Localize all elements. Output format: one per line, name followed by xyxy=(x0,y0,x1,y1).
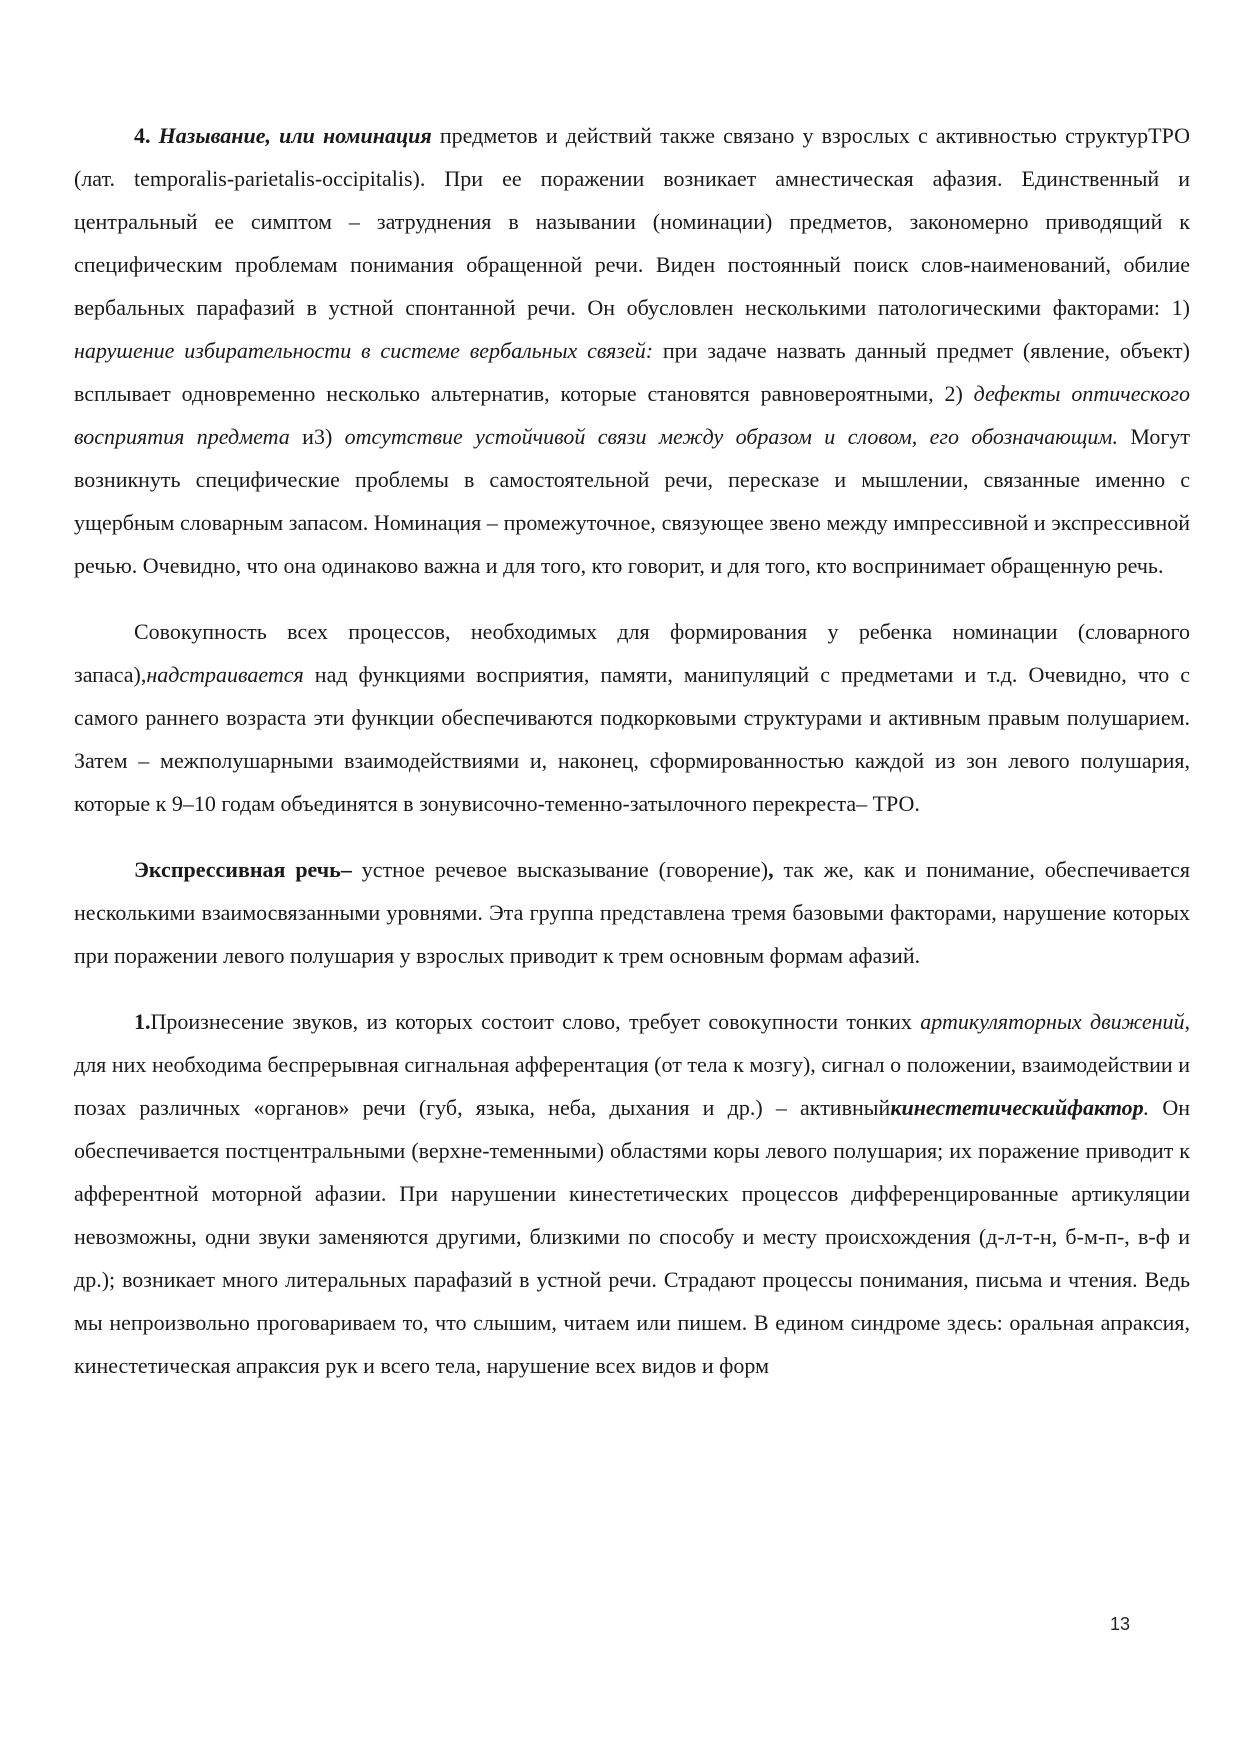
paragraph-expressive-seg-1: устное речевое высказывание (говорение) xyxy=(351,857,769,882)
paragraph-articulation-seg-3: , для них необходима беспрерывная сигнальная афферентация (от тела к мозгу), сигнал о положении, взаимодействии и позах различных «органов» речи (губ, языка, неба, дыхания и др.) – активный xyxy=(74,1009,1190,1120)
paragraph-naming-seg-7: отсутствие устойчивой связи между образом и словом, его обозначающим. xyxy=(344,424,1118,449)
paragraph-vocabulary-seg-0: Совокупность всех процессов, необходимых для формирования у ребенка номинации (словарного запаса), xyxy=(74,619,1190,687)
paragraph-articulation xyxy=(74,1000,1190,1387)
paragraph-naming-seg-5: дефекты оптического восприятия предмета xyxy=(74,381,1190,449)
paragraph-expressive-speech xyxy=(74,848,1190,977)
paragraph-vocabulary-seg-1: надстраивается xyxy=(146,662,304,687)
paragraph-vocabulary-seg-2: над функциями восприятия, памяти, манипуляций с предметами и т.д. Очевидно, что с самого раннего возраста эти функции обеспечиваются подкорковыми структурами и активным правым полушарием. Затем – межполушарными взаимодействиями и, наконец, сформированностью каждой из зон левого полушария, которые к 9–10 годам объединятся в зонувисочно-теменно-затылочного перекреста– ТРО. xyxy=(74,662,1190,816)
paragraph-naming-seg-6: и3) xyxy=(289,424,345,449)
paragraph-vocabulary xyxy=(74,610,1190,825)
paragraph-articulation-seg-5: . xyxy=(1143,1095,1150,1120)
paragraph-articulation-seg-4: кинестетическийфактор xyxy=(890,1095,1144,1120)
page-body xyxy=(74,114,1190,1387)
paragraph-expressive-seg-2: , xyxy=(768,857,774,882)
paragraph-articulation-seg-0: 1. xyxy=(134,1009,151,1034)
paragraph-naming xyxy=(74,114,1190,587)
page-number: 13 xyxy=(1109,1614,1130,1634)
paragraph-articulation-seg-2: артикуляторных движений xyxy=(920,1009,1185,1034)
paragraph-naming-seg-4: при задаче назвать данный предмет (явление, объект) всплывает одновременно несколько альтернатив, которые становятся равновероятными, 2) xyxy=(74,338,1190,406)
paragraph-naming-seg-1: Называние, или номинация xyxy=(158,123,432,148)
paragraph-naming-seg-2: предметов и действий также связано у взрослых с активностью структурТРО (лат. temporalis-parietalis-occipitalis). При ее поражении возникает амнестическая афазия. Единственный и центральный ее симптом – затруднения в назывании (номинации) предметов, закономерно приводящий к специфическим проблемам понимания обращенной речи. Виден постоянный поиск слов-наименований, обилие вербальных парафазий в устной спонтанной речи. Он обусловлен несколькими патологическими факторами: 1) xyxy=(74,123,1191,320)
paragraph-naming-seg-8: Могут возникнуть специфические проблемы в самостоятельной речи, пересказе и мышлении, связанные именно с ущербным словарным запасом. Номинация – промежуточное, связующее звено между импрессивной и экспрессивной речью. Очевидно, что она одинаково важна и для того, кто говорит, и для того, кто воспринимает обращенную речь. xyxy=(74,424,1190,578)
paragraph-naming-seg-3: нарушение избирательности в системе вербальных связей: xyxy=(74,338,654,363)
paragraph-naming-seg-0: 4. xyxy=(134,123,159,148)
paragraph-expressive-seg-3: так же, как и понимание, обеспечивается несколькими взаимосвязанными уровнями. Эта группа представлена тремя базовыми факторами, нарушение которых при поражении левого полушария у взрослых приводит к трем основным формам афазий. xyxy=(74,857,1190,968)
paragraph-articulation-seg-1: Произнесение звуков, из которых состоит слово, требует совокупности тонких xyxy=(150,1009,921,1034)
paragraph-articulation-seg-6: Он обеспечивается постцентральными (верхне-теменными) областями коры левого полушария; их поражение приводит к афферентной моторной афазии. При нарушении кинестетических процессов дифференцированные артикуляции невозможны, одни звуки заменяются другими, близкими по способу и месту происхождения (д-л-т-н, б-м-п-, в-ф и др.); возникает много литеральных парафазий в устной речи. Страдают процессы понимания, письма и чтения. Ведь мы непроизвольно проговариваем то, что слышим, читаем или пишем. В едином синдроме здесь: оральная апраксия, кинестетическая апраксия рук и всего тела, нарушение всех видов и форм xyxy=(74,1095,1190,1378)
paragraph-expressive-seg-0: Экспрессивная речь– xyxy=(134,857,352,882)
